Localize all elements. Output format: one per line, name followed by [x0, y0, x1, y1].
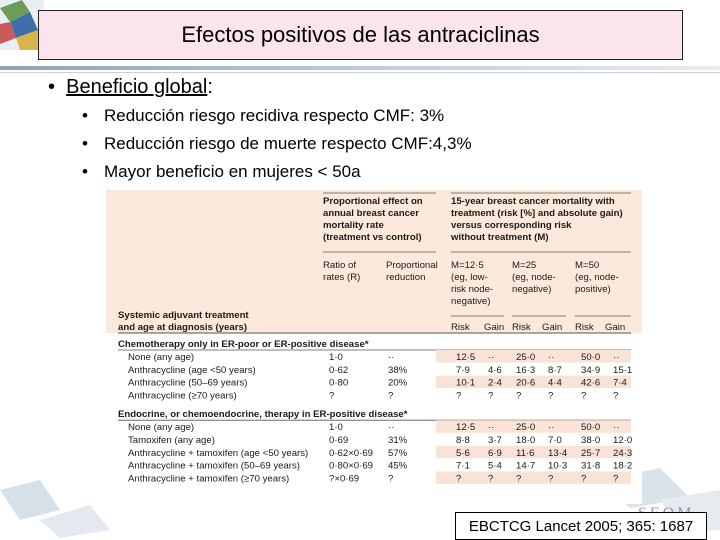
row-value: 12·5: [456, 422, 476, 434]
col-m2-header: (eg, node-: [512, 272, 556, 283]
row-value: ?: [516, 390, 522, 402]
row-value: 12·5: [456, 352, 476, 363]
row-value: ··: [388, 352, 395, 363]
row-label: Anthracycline + tamoxifen (age <50 years): [128, 447, 309, 459]
sub-item-text: Mayor beneficio en mujeres < 50a: [104, 162, 361, 181]
col-m3-header: positive): [575, 284, 611, 295]
risk-gain-header: Gain: [484, 322, 505, 333]
header-mortality-line: treatment (risk [%] and absolute gain): [451, 208, 623, 219]
systemic-header: Systemic adjuvant treatment: [118, 310, 249, 321]
row-value: ?: [548, 390, 554, 402]
col-ratio-header: rates (R): [323, 272, 361, 283]
row-value: ?: [548, 473, 554, 485]
row-value: 50·0: [581, 422, 601, 434]
row-label: Anthracycline (50–69 years): [128, 377, 248, 389]
row-label: Anthracycline (≥70 years): [128, 390, 237, 402]
row-value: 25·0: [516, 352, 536, 363]
col-m3-header: (eg, node-: [575, 272, 619, 283]
col-m3-header: M=50: [575, 260, 600, 271]
row-value: ?: [516, 473, 522, 485]
col-m1-header: M=12·5: [451, 260, 484, 271]
col-prop-header: reduction: [386, 272, 426, 283]
title-rule-thin: [0, 72, 720, 73]
row-value: 0·62: [329, 364, 349, 376]
row-value: 6·9: [488, 447, 502, 459]
row-label: None (any age): [128, 352, 195, 363]
section-title: Chemotherapy only in ER-poor or ER-positive disease*: [118, 339, 369, 350]
row-value: 38%: [388, 364, 408, 376]
row-value: ··: [388, 422, 395, 434]
row-value: 8·7: [548, 364, 562, 376]
row-value: 31%: [388, 435, 408, 446]
row-value: 11·6: [516, 447, 535, 459]
citation: EBCTCG Lancet 2005; 365: 1687: [455, 512, 707, 540]
row-value: 1·0: [329, 352, 343, 363]
row-value: 13·4: [548, 447, 568, 459]
row-value: ?: [613, 473, 619, 485]
header-effect-line: Proportional effect on: [323, 196, 423, 207]
row-value: 42·6: [581, 377, 601, 389]
risk-gain-header: Risk: [451, 322, 470, 333]
row-value: ?×0·69: [329, 473, 360, 485]
risk-gain-header: Risk: [575, 322, 594, 333]
col-m1-header: (eg, low-: [451, 272, 488, 283]
row-value: ?: [456, 473, 462, 485]
row-value: 50·0: [581, 352, 601, 363]
sub-item-text: Reducción riesgo recidiva respecto CMF: 3%: [104, 106, 445, 125]
row-value: ··: [488, 422, 495, 434]
row-value: 7·0: [548, 435, 562, 446]
slide-title: Efectos positivos de las antraciclinas: [38, 10, 683, 60]
row-value: 24·3: [613, 447, 633, 459]
col-prop-header: Proportional: [386, 260, 438, 271]
row-value: ?: [581, 390, 587, 402]
row-value: ··: [613, 422, 620, 434]
row-value: 0·80×0·69: [329, 460, 374, 472]
row-value: ··: [613, 352, 620, 363]
row-value: 34·9: [581, 364, 601, 376]
row-band: [436, 388, 631, 401]
row-value: 8·8: [456, 435, 470, 446]
risk-gain-header: Gain: [542, 322, 563, 333]
row-value: 20·6: [516, 377, 536, 389]
row-value: 57%: [388, 447, 408, 459]
row-value: ?: [488, 390, 494, 402]
row-value: ?: [456, 390, 462, 402]
row-value: 0·80: [329, 377, 349, 389]
row-label: Anthracycline (age <50 years): [128, 364, 256, 376]
header-mortality-line: without treatment (M): [451, 232, 549, 243]
row-value: ··: [488, 352, 495, 363]
bullet-main: [48, 76, 213, 99]
row-value: 12·0: [613, 435, 633, 446]
row-value: 5·4: [488, 460, 502, 472]
row-value: 1·0: [329, 422, 343, 434]
row-value: 7·4: [613, 377, 627, 389]
row-value: 25·0: [516, 422, 536, 434]
row-value: ?: [388, 390, 394, 402]
sub-item: • Reducción riesgo recidiva respecto CMF: 3%: [82, 106, 445, 125]
row-value: 38·0: [581, 435, 601, 446]
bullet-dot: •: [48, 76, 56, 98]
col-ratio-header: Ratio of: [323, 260, 357, 271]
row-value: 31·8: [581, 460, 601, 472]
row-value: ?: [329, 390, 335, 402]
row-value: 4·6: [488, 364, 502, 376]
row-value: 10·1: [456, 377, 476, 389]
col-m1-header: risk node-: [451, 284, 494, 295]
title-rule: [0, 66, 720, 70]
row-value: ··: [548, 352, 555, 363]
header-effect-line: mortality rate: [323, 220, 384, 231]
row-value: 20%: [388, 377, 408, 389]
row-value: 5·6: [456, 447, 470, 459]
header-effect-line: annual breast cancer: [323, 208, 419, 219]
row-value: 18·2: [613, 460, 633, 472]
risk-gain-header: Risk: [512, 322, 531, 333]
mortality-table: [106, 190, 642, 504]
header-effect-line: (treatment vs control): [323, 232, 422, 243]
row-value: 4·4: [548, 377, 562, 389]
sub-item-text: Reducción riesgo de muerte respecto CMF:4,3%: [104, 134, 472, 153]
row-value: 7·9: [456, 364, 470, 376]
row-value: ?: [488, 473, 494, 485]
row-value: 16·3: [516, 364, 536, 376]
bullet-main-label: Beneficio global: [66, 76, 208, 98]
row-value: 25·7: [581, 447, 601, 459]
row-value: ?: [581, 473, 587, 485]
col-m2-header: M=25: [512, 260, 537, 271]
row-value: 15·1: [613, 364, 633, 376]
bullet-main-colon: :: [207, 76, 213, 98]
row-value: ?: [613, 390, 619, 402]
sub-item: • Reducción riesgo de muerte respecto CMF:4,3%: [82, 134, 472, 153]
row-value: ··: [548, 422, 555, 434]
row-label: Anthracycline + tamoxifen (≥70 years): [128, 473, 290, 485]
row-value: 10·3: [548, 460, 568, 472]
row-value: 14·7: [516, 460, 536, 472]
survival-table-image: [106, 190, 642, 504]
sub-item: • Mayor beneficio en mujeres < 50a: [82, 162, 361, 181]
row-value: 2·4: [488, 377, 502, 389]
row-value: 0·69: [329, 435, 349, 446]
row-label: None (any age): [128, 422, 195, 434]
header-mortality-line: 15-year breast cancer mortality with: [451, 196, 615, 207]
col-m1-header: negative): [451, 296, 491, 307]
header-mortality-line: versus corresponding risk: [451, 220, 572, 231]
section-title: Endocrine, or chemoendocrine, therapy in ER-positive disease*: [118, 409, 408, 421]
row-band: [436, 471, 631, 484]
row-value: 7·1: [456, 460, 470, 472]
row-value: 18·0: [516, 435, 536, 446]
row-value: 0·62×0·69: [329, 447, 374, 459]
row-value: 3·7: [488, 435, 502, 446]
row-value: ?: [388, 473, 394, 485]
systemic-header: and age at diagnosis (years): [118, 322, 248, 333]
row-label: Tamoxifen (any age): [128, 435, 215, 446]
row-value: 45%: [388, 460, 408, 472]
row-label: Anthracycline + tamoxifen (50–69 years): [128, 460, 300, 472]
risk-gain-header: Gain: [605, 322, 626, 333]
col-m2-header: negative): [512, 284, 552, 295]
